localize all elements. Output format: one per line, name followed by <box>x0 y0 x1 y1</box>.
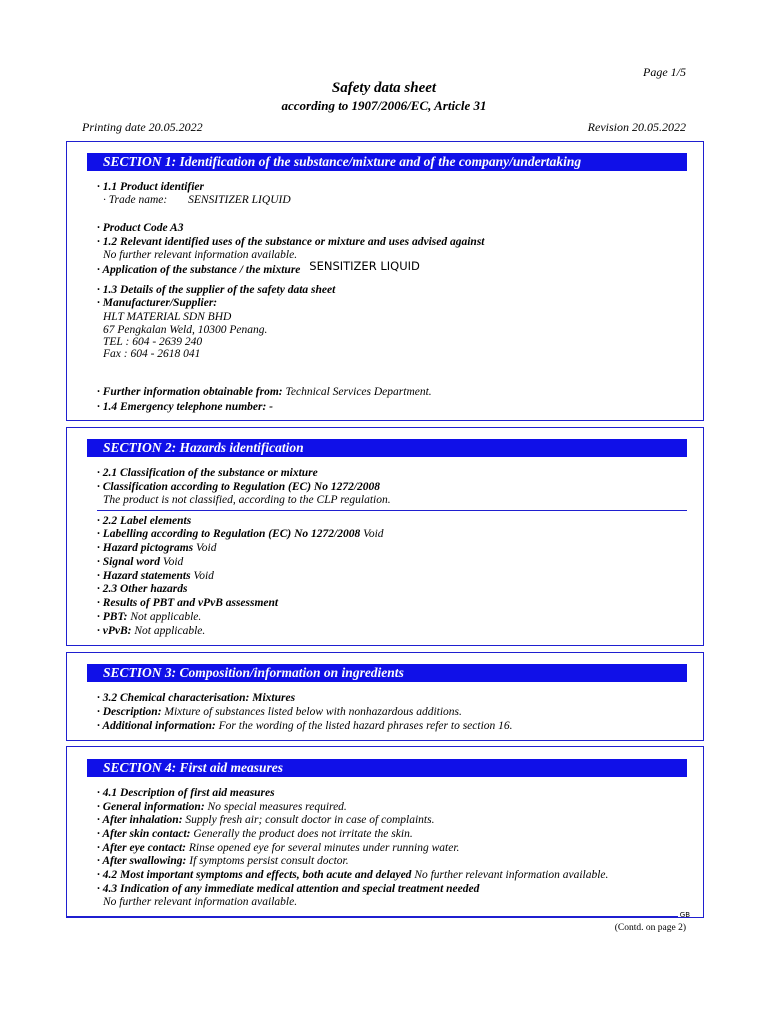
emergency-telephone: · 1.4 Emergency telephone number: - <box>97 401 273 413</box>
section-2-divider <box>97 510 687 511</box>
description-label: · Description: <box>97 706 162 718</box>
application <box>97 259 420 277</box>
hazard-statements-label: · Hazard statements <box>97 570 191 582</box>
after-eye-contact-label: · After eye contact: <box>97 842 186 854</box>
vpvb-value: Not applicable. <box>134 625 206 637</box>
section-2 <box>66 427 704 646</box>
description-value: Mixture of substances listed below with nonhazardous additions. <box>164 706 462 718</box>
after-inhalation-value: Supply fresh air; consult doctor in case of complaints. <box>185 814 435 826</box>
section-4-title: SECTION 4: First aid measures <box>87 759 687 777</box>
medical-attention-value: No further relevant information available. <box>103 896 298 908</box>
signal-word-label: · Signal word <box>97 556 160 568</box>
pbt-label: · PBT: <box>97 611 128 623</box>
document-title: Safety data sheet <box>331 80 437 96</box>
general-information-label: · General information: <box>97 801 205 813</box>
company-address: 67 Pengkalan Weld, 10300 Penang. <box>103 324 268 336</box>
revision-date: Revision 20.05.2022 <box>587 120 686 134</box>
pbt-results: · Results of PBT and vPvB assessment <box>97 597 279 609</box>
general-information <box>97 801 347 814</box>
printing-date: Printing date 20.05.2022 <box>82 120 203 134</box>
after-skin-contact <box>97 828 413 841</box>
manufacturer-label: · Manufacturer/Supplier: <box>97 297 218 309</box>
vpvb <box>97 625 205 638</box>
composition-description <box>97 706 462 719</box>
application-label: · Application of the substance / the mixture <box>97 264 301 276</box>
supplier-details-label: · 1.3 Details of the supplier of the safety data sheet <box>97 284 336 296</box>
page-number: Page 1/5 <box>643 65 686 79</box>
after-inhalation-label: · After inhalation: <box>97 814 183 826</box>
symptoms-effects <box>97 869 608 882</box>
additional-information <box>97 720 513 733</box>
product-code: · Product Code A3 <box>97 222 184 234</box>
after-skin-contact-value: Generally the product does not irritate the skin. <box>193 828 413 840</box>
after-inhalation <box>97 814 434 827</box>
signal-word-value: Void <box>162 556 184 568</box>
additional-information-label: · Additional information: <box>97 720 216 732</box>
additional-information-value: For the wording of the listed hazard phrases refer to section 16. <box>218 720 513 732</box>
relevant-uses-label: · 1.2 Relevant identified uses of the substance or mixture and uses advised against <box>97 236 485 248</box>
document-subtitle: according to 1907/2006/EC, Article 31 <box>281 98 487 113</box>
hazard-pictograms-label: · Hazard pictograms <box>97 542 194 554</box>
further-information <box>97 386 432 399</box>
labelling-value: Void <box>363 528 384 540</box>
language-code: GB <box>679 911 690 919</box>
symptoms-effects-label: · 4.2 Most important symptoms and effects, both acute and delayed <box>97 869 412 881</box>
footer-rule <box>66 916 678 917</box>
section-3-title: SECTION 3: Composition/information on ingredients <box>87 664 687 682</box>
after-skin-contact-label: · After skin contact: <box>97 828 191 840</box>
company-tel: TEL : 604 - 2639 240 <box>103 336 203 348</box>
after-swallowing-label: · After swallowing: <box>97 855 187 867</box>
section-1 <box>66 141 704 421</box>
company-name: HLT MATERIAL SDN BHD <box>103 311 232 323</box>
hazard-statements <box>97 570 214 583</box>
signal-word <box>97 556 183 569</box>
after-swallowing <box>97 855 349 868</box>
continued-note: (Contd. on page 2) <box>614 923 686 933</box>
pbt-value: Not applicable. <box>130 611 202 623</box>
further-information-label: · Further information obtainable from: <box>97 386 283 398</box>
company-fax: Fax : 604 - 2618 041 <box>103 348 201 360</box>
section-2-title: SECTION 2: Hazards identification <box>87 439 687 457</box>
medical-attention-label: · 4.3 Indication of any immediate medical attention and special treatment needed <box>97 883 480 895</box>
further-information-value: Technical Services Department. <box>285 386 432 398</box>
not-classified-text: The product is not classified, according to the CLP regulation. <box>103 494 391 506</box>
classification-regulation: · Classification according to Regulation (EC) No 1272/2008 <box>97 481 381 493</box>
vpvb-label: · vPvB: <box>97 625 132 637</box>
after-eye-contact <box>97 842 459 855</box>
label-elements: · 2.2 Label elements <box>97 515 192 527</box>
trade-name <box>103 194 291 207</box>
after-eye-contact-value: Rinse opened eye for several minutes under running water. <box>188 842 460 854</box>
relevant-uses-value: No further relevant information available. <box>103 249 298 261</box>
after-swallowing-value: If symptoms persist consult doctor. <box>189 855 349 867</box>
product-identifier: · 1.1 Product identifier <box>97 181 205 193</box>
classification-label: · 2.1 Classification of the substance or mixture <box>97 467 318 479</box>
trade-name-value: SENSITIZER LIQUID <box>188 194 291 206</box>
symptoms-effects-value: No further relevant information available. <box>414 869 609 881</box>
chemical-characterisation: · 3.2 Chemical characterisation: Mixtures <box>97 692 296 704</box>
general-information-value: No special measures required. <box>207 801 347 813</box>
hazard-statements-value: Void <box>193 570 214 582</box>
pbt <box>97 611 201 624</box>
hazard-pictograms-value: Void <box>196 542 217 554</box>
application-value: SENSITIZER LIQUID <box>309 259 420 273</box>
first-aid-description: · 4.1 Description of first aid measures <box>97 787 275 799</box>
labelling <box>97 528 384 541</box>
section-1-title: SECTION 1: Identification of the substance/mixture and of the company/undertaking <box>87 153 687 171</box>
other-hazards: · 2.3 Other hazards <box>97 583 188 595</box>
trade-name-label: · Trade name: <box>103 194 168 206</box>
labelling-label: · Labelling according to Regulation (EC) No 1272/2008 <box>97 528 361 540</box>
hazard-pictograms <box>97 542 217 555</box>
section-3 <box>66 652 704 741</box>
section-4 <box>66 746 704 918</box>
